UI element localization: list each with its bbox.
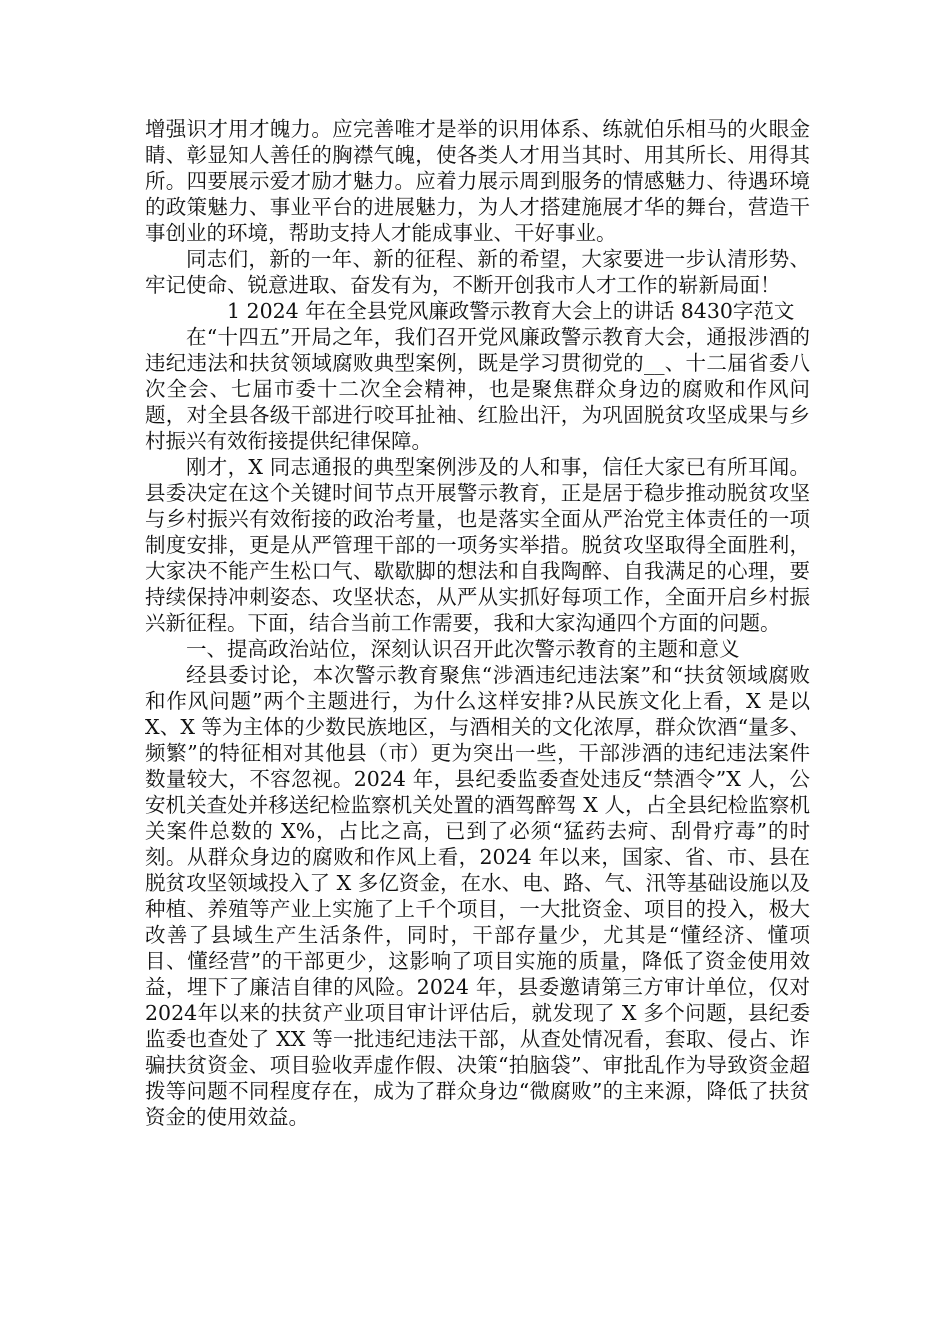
paragraph-opening: 在“十四五”开局之年，我们召开党风廉政警示教育大会，通报涉酒的违纪违法和扶贫领域腐败典型案例，既是学习贯彻党的__、十二届省委八次全会、七届市委十二次全会精神，也是聚焦群众身边的腐败和作风问题，对全县各级干部进行咬耳扯袖、红脸出汗，为巩固脱贫攻坚成果与乡村振兴有效衔接提供纪律保障。 xyxy=(145,325,810,453)
paragraph-theme-discussion: 经县委讨论，本次警示教育聚焦“涉酒违纪违法案”和“扶贫领域腐败和作风问题”两个主题进行，为什么这样安排?从民族文化上看，X 是以 X、X 等为主体的少数民族地区，与酒相关的文化浓厚，群众饮酒“量多、频繁”的特征相对其他县（市）更为突出一些，干部涉酒的违纪违法案件数量较大，不容忽视。2024 年，县纪委监委查处违反“禁酒令”X 人，公安机关查处并移送纪检监察机关处置的酒驾醉驾 X 人，占全县纪检监察机关案件总数的 X%，占比之高，已到了必须“猛药去疴、刮骨疗毒”的时刻。从群众身边的腐败和作风上看，2024 年以来，国家、省、市、县在脱贫攻坚领域投入了 X 多亿资金，在水、电、路、气、汛等基础设施以及种植、养殖等产业上实施了上千个项目，一大批资金、项目的投入，极大改善了县域生产生活条件，同时，干部存量少，尤其是“懂经济、懂项目、懂经营”的干部更少，这影响了项目实施的质量，降低了资金使用效益，埋下了廉洁自律的风险。2024 年，县委邀请第三方审计单位，仅对 2024年以来的扶贫产业项目审计评估后，就发现了 X 多个问题，县纪委监委也查处了 XX 等一批违纪违法干部，从查处情况看，套取、侵占、诈骗扶贫资金、项目验收弄虚作假、决策“拍脑袋”、审批乱作为导致资金超拨等问题不同程度存在，成为了群众身边“微腐败”的主来源，降低了扶贫资金的使用效益。 xyxy=(145,663,810,1129)
section-heading-1: 一、提高政治站位，深刻认识召开此次警示教育的主题和意义 xyxy=(186,637,740,661)
speech-title: 1 2024 年在全县党风廉政警示教育大会上的讲话 8430字范文 xyxy=(227,299,795,323)
paragraph-case-report: 刚才，X 同志通报的典型案例涉及的人和事，信任大家已有所耳闻。县委决定在这个关键时间节点开展警示教育，正是居于稳步推动脱贫攻坚与乡村振兴有效衔接的政治考量，也是落实全面从严治党主体责任的一项制度安排，更是从严管理干部的一项务实举措。脱贫攻坚取得全面胜利，大家决不能产生松口气、歇歇脚的想法和自我陶醉、自我满足的心理，要持续保持冲刺姿态、攻坚状态，从严从实抓好每项工作，全面开启乡村振兴新征程。下面，结合当前工作需要，我和大家沟通四个方面的问题。 xyxy=(145,455,810,635)
paragraph-talent-charm: 增强识才用才魄力。应完善唯才是举的识用体系、练就伯乐相马的火眼金睛、彰显知人善任的胸襟气魄，使各类人才用当其时、用其所长、用得其所。四要展示爱才励才魅力。应着力展示周到服务的情感魅力、待遇环境的政策魅力、事业平台的进展魅力，为人才搭建施展才华的舞台，营造干事创业的环境，帮助支持人才能成事业、干好事业。 xyxy=(145,117,810,245)
paragraph-comrades-closing: 同志们，新的一年、新的征程、新的希望，大家要进一步认清形势、牢记使命、锐意进取、奋发有为，不断开创我市人才工作的崭新局面！ xyxy=(145,247,810,297)
document-page xyxy=(145,116,810,1130)
